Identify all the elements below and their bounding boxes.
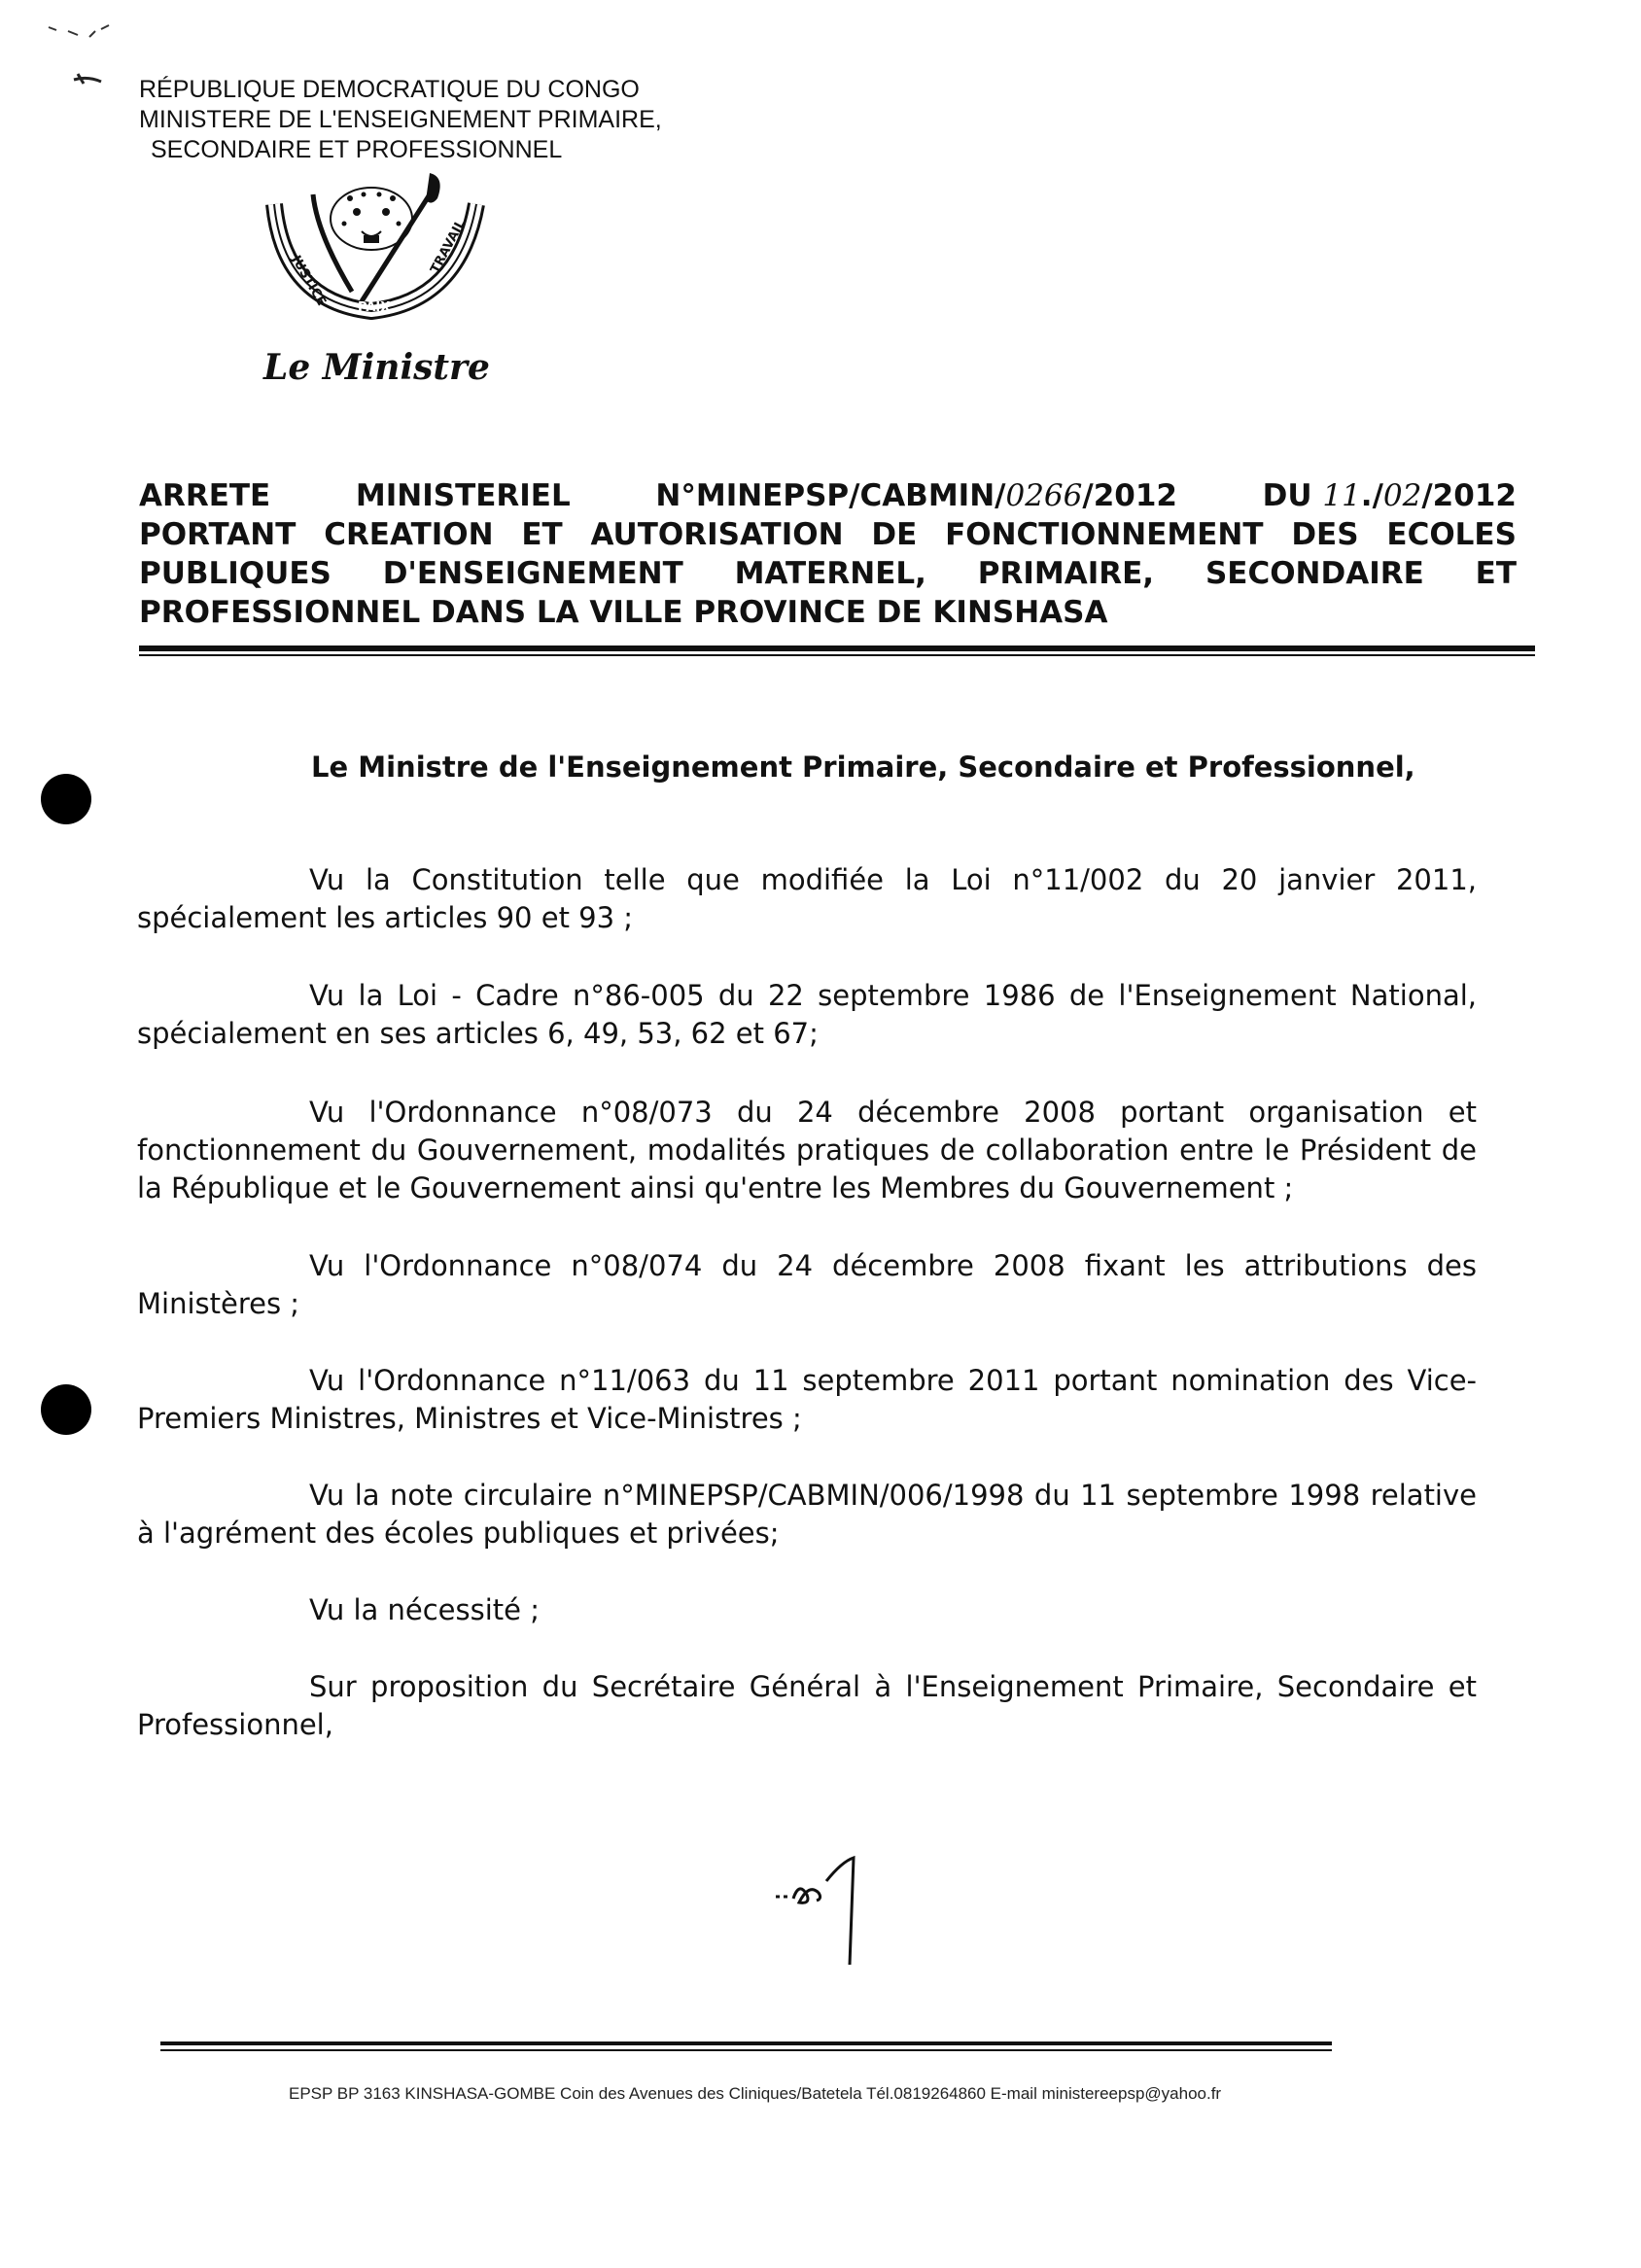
motto-justice: JUSTICE: [288, 253, 329, 309]
handwritten-month: 02: [1382, 478, 1422, 513]
decree-number: N°MINEPSP/CABMIN/0266/2012: [655, 478, 1177, 513]
title-word: PORTANT: [139, 517, 297, 552]
title-word: ET: [521, 517, 563, 552]
recital-paragraph: Sur proposition du Secrétaire Général à l'Enseignement Primaire, Secondaire et Professionnel,: [137, 1670, 1477, 1741]
motto-travail: TRAVAIL: [428, 217, 469, 276]
title-divider-thin: [139, 654, 1535, 656]
republic-name: RÉPUBLIQUE DEMOCRATIQUE DU CONGO: [139, 76, 640, 103]
title-word: FONCTIONNEMENT: [945, 517, 1264, 552]
title-word: SECONDAIRE: [1205, 556, 1424, 591]
title-word: AUTORISATION: [590, 517, 844, 552]
signature-initials: [768, 1852, 875, 1969]
decree-title-line3: [139, 554, 1517, 593]
recital-paragraph: Vu l'Ordonnance n°08/074 du 24 décembre 2008 fixant les attributions des Ministères ;: [137, 1249, 1477, 1320]
title-word: ET: [1475, 556, 1517, 591]
scan-mark: [29, 10, 156, 97]
title-word: DE: [871, 517, 918, 552]
coat-of-arms-icon: [255, 165, 498, 345]
footer-divider: [160, 2041, 1332, 2045]
recital-paragraph: Vu la Loi - Cadre n°86-005 du 22 septembre 1986 de l'Enseignement National, spécialement en ses articles 6, 49, 53, 62 et 67;: [137, 979, 1477, 1050]
handwritten-number: 0266: [1005, 478, 1083, 513]
title-word: ECOLES: [1386, 517, 1517, 552]
recital-paragraph: Vu la Constitution telle que modifiée la Loi n°11/002 du 20 janvier 2011, spécialement les articles 90 et 93 ;: [137, 863, 1477, 934]
decree-title-line2: [139, 515, 1517, 554]
recital-paragraph: Vu l'Ordonnance n°11/063 du 11 septembre 2011 portant nomination des Vice-Premiers Ministres, Ministres et Vice-Ministres ;: [137, 1364, 1477, 1435]
motto-paix: PAIX: [358, 300, 391, 315]
title-word: DES: [1291, 517, 1359, 552]
footer-address: EPSP BP 3163 KINSHASA-GOMBE Coin des Avenues des Cliniques/Batetela Tél.0819264860 E-mail ministereepsp@yahoo.fr: [289, 2084, 1222, 2103]
signature-title: Le Ministre: [263, 347, 490, 388]
title-word: PRIMAIRE,: [977, 556, 1155, 591]
title-word: MINISTERIEL: [355, 478, 571, 513]
decree-title-line4: PROFESSIONNEL DANS LA VILLE PROVINCE DE KINSHASA: [139, 595, 1108, 630]
minister-heading: Le Ministre de l'Enseignement Primaire, Secondaire et Professionnel,: [311, 750, 1415, 784]
title-word: MATERNEL,: [734, 556, 926, 591]
recital-paragraph: Vu la nécessité ;: [309, 1593, 540, 1626]
footer-divider-thin: [160, 2049, 1332, 2051]
binder-hole: [41, 774, 91, 824]
binder-hole: [41, 1384, 91, 1435]
title-word: PUBLIQUES: [139, 556, 332, 591]
title-word: ARRETE: [139, 478, 271, 513]
handwritten-day: 11: [1322, 478, 1361, 513]
ministry-name-line1: MINISTERE DE L'ENSEIGNEMENT PRIMAIRE,: [139, 106, 662, 133]
decree-title-line1: [139, 476, 1517, 515]
ministry-name-line2: SECONDAIRE ET PROFESSIONNEL: [151, 136, 563, 163]
decree-date: DU 11./02/2012: [1262, 478, 1517, 513]
recital-paragraph: Vu l'Ordonnance n°08/073 du 24 décembre 2008 portant organisation et fonctionnement du Gouvernement, modalités pratiques de collaboration entre le Président de la République et le Gouvernement ainsi qu'entre les Membres du Gouvernement ;: [137, 1096, 1477, 1204]
title-divider: [139, 646, 1535, 651]
recital-paragraph: Vu la note circulaire n°MINEPSP/CABMIN/006/1998 du 11 septembre 1998 relative à l'agrément des écoles publiques et privées;: [137, 1479, 1477, 1550]
title-word: D'ENSEIGNEMENT: [382, 556, 683, 591]
title-word: CREATION: [324, 517, 494, 552]
